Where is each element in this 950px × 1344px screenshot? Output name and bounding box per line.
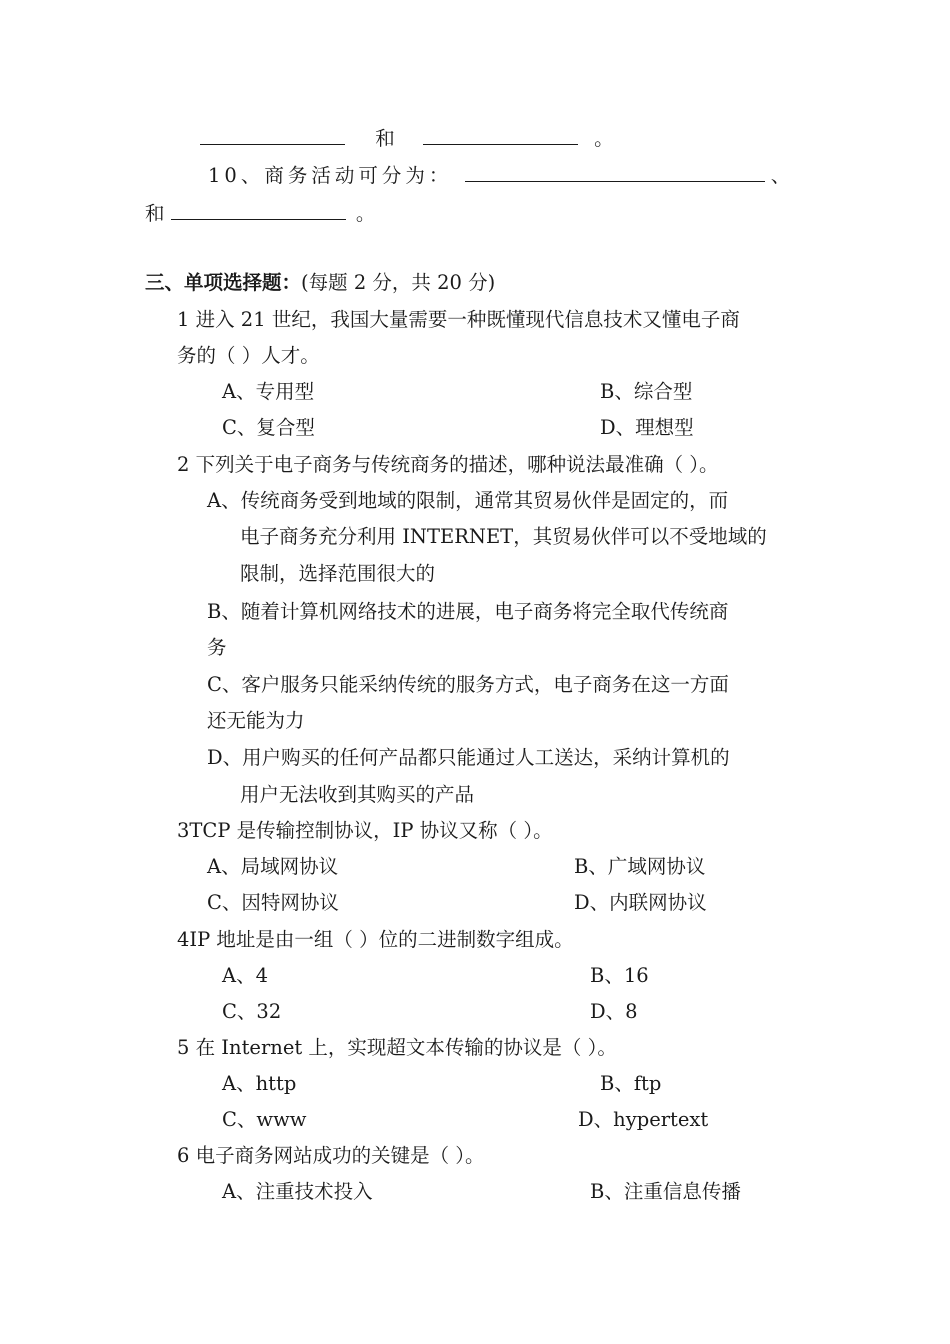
q4-option-c[interactable]: C、32 [222,1000,282,1023]
q3-option-c[interactable]: C、因特网协议 [207,891,339,914]
q4-option-b[interactable]: B、16 [590,964,649,987]
q5-stem: 5 在 Internet 上，实现超文本传输的协议是（ ）。 [177,1036,617,1059]
answer-blank[interactable] [171,199,346,220]
question-10-text: 10、商务活动可分为： [208,164,453,187]
q3-option-a[interactable]: A、局域网协议 [207,855,339,878]
q2-stem: 2 下列关于电子商务与传统商务的描述，哪种说法最准确（ ）。 [177,453,719,476]
q1-stem: 务的（ ）人才。 [177,344,320,367]
period: 。 [355,202,376,225]
blank-line-c [145,199,375,227]
q2-option-a[interactable]: 电子商务充分利用 INTERNET，其贸易伙伴可以不受地域的 [240,525,767,548]
q2-option-a[interactable]: A、传统商务受到地域的限制，通常其贸易伙伴是固定的，而 [207,489,729,512]
conjunction-he: 和 [145,202,165,225]
section-heading [145,270,495,296]
q2-option-b[interactable]: 务 [207,636,227,659]
q1-option-a[interactable]: A、专用型 [222,380,315,403]
q5-option-b[interactable]: B、ftp [600,1072,662,1095]
section-title: 三、单项选择题： [145,271,302,294]
q4-option-a[interactable]: A、4 [222,964,268,987]
q6-stem: 6 电子商务网站成功的关键是（ ）。 [177,1144,485,1167]
q2-option-c[interactable]: C、客户服务只能采纳传统的服务方式，电子商务在这一方面 [207,673,729,696]
q6-option-b[interactable]: B、注重信息传播 [590,1180,741,1203]
q1-option-c[interactable]: C、复合型 [222,416,315,439]
q2-option-d[interactable]: D、用户购买的任何产品都只能通过人工送达，采纳计算机的 [207,746,730,769]
answer-blank[interactable] [423,124,578,145]
q5-option-a[interactable]: A、http [222,1072,297,1095]
q4-stem: 4IP 地址是由一组（ ）位的二进制数字组成。 [177,928,574,951]
q1-option-d[interactable]: D、理想型 [600,416,694,439]
question-10 [208,161,790,189]
q5-option-c[interactable]: C、www [222,1108,307,1131]
q3-option-d[interactable]: D、内联网协议 [574,891,707,914]
q5-option-d[interactable]: D、hypertext [578,1108,709,1131]
q2-option-a[interactable]: 限制，选择范围很大的 [240,562,436,585]
q1-option-b[interactable]: B、综合型 [600,380,693,403]
conjunction-he: 和 [375,127,395,150]
section-score-note: (每题 2 分，共 20 分) [301,271,496,294]
q3-option-b[interactable]: B、广域网协议 [574,855,706,878]
answer-blank[interactable] [465,161,765,182]
comma: 、 [770,164,791,187]
q4-option-d[interactable]: D、8 [590,1000,638,1023]
q6-option-a[interactable]: A、注重技术投入 [222,1180,373,1203]
q2-option-d[interactable]: 用户无法收到其购买的产品 [240,783,475,806]
q1-stem: 1 进入 21 世纪，我国大量需要一种既懂现代信息技术又懂电子商 [177,308,740,331]
q2-option-b[interactable]: B、随着计算机网络技术的进展，电子商务将完全取代传统商 [207,600,729,623]
answer-blank[interactable] [200,124,345,145]
q2-option-c[interactable]: 还无能为力 [207,709,305,732]
period: 。 [594,127,614,150]
q3-stem: 3TCP 是传输控制协议，IP 协议又称（ ）。 [177,819,553,842]
blank-line-a [200,124,614,152]
